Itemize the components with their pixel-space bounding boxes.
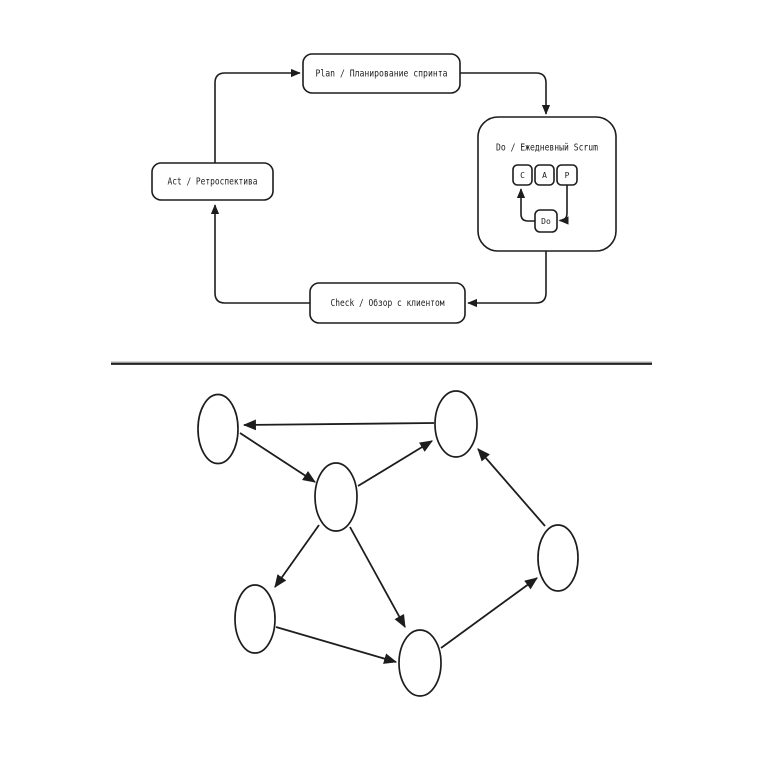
arrow-act-to-plan	[215, 73, 300, 163]
cap-do-label: Do	[541, 217, 551, 226]
arrow-check-to-act	[215, 205, 310, 303]
arrow-center-to-topright	[358, 441, 432, 486]
arrow-center-to-bottomcenter	[350, 527, 405, 627]
graph-node-top-left	[198, 395, 238, 464]
arrow-do-to-check	[468, 251, 546, 303]
arrow-bottomleft-to-bottomcenter	[276, 627, 396, 662]
arrow-topleft-to-center	[240, 433, 315, 482]
graph-node-bottom-center	[399, 630, 441, 696]
check-node-label: Check / Обзор с клиентом	[330, 298, 475, 309]
cap-p-label: P	[564, 171, 570, 180]
cap-a-label: A	[542, 171, 547, 180]
graph-node-bottom-left	[235, 585, 275, 653]
plan-node-label: Plan / Планирование спринта	[315, 68, 448, 80]
arrow-right-to-topright	[478, 449, 545, 526]
network-graph-diagram	[198, 391, 578, 696]
arrow-bottomcenter-to-right	[441, 578, 537, 648]
act-node-label: Act / Ретроспектива	[167, 176, 258, 188]
pdca-cycle-diagram	[152, 54, 623, 323]
section-divider	[111, 362, 652, 364]
daily-scrum-label: Do / Ежедневный Scrum	[496, 142, 623, 154]
arrow-plan-to-do	[460, 73, 546, 114]
graph-node-center	[315, 463, 357, 531]
arrow-center-to-bottomleft	[275, 525, 319, 587]
arrow-topright-to-topleft	[244, 423, 434, 425]
graph-node-top-right	[435, 391, 477, 457]
graph-node-right	[538, 525, 578, 591]
cap-c-label: C	[520, 171, 525, 180]
